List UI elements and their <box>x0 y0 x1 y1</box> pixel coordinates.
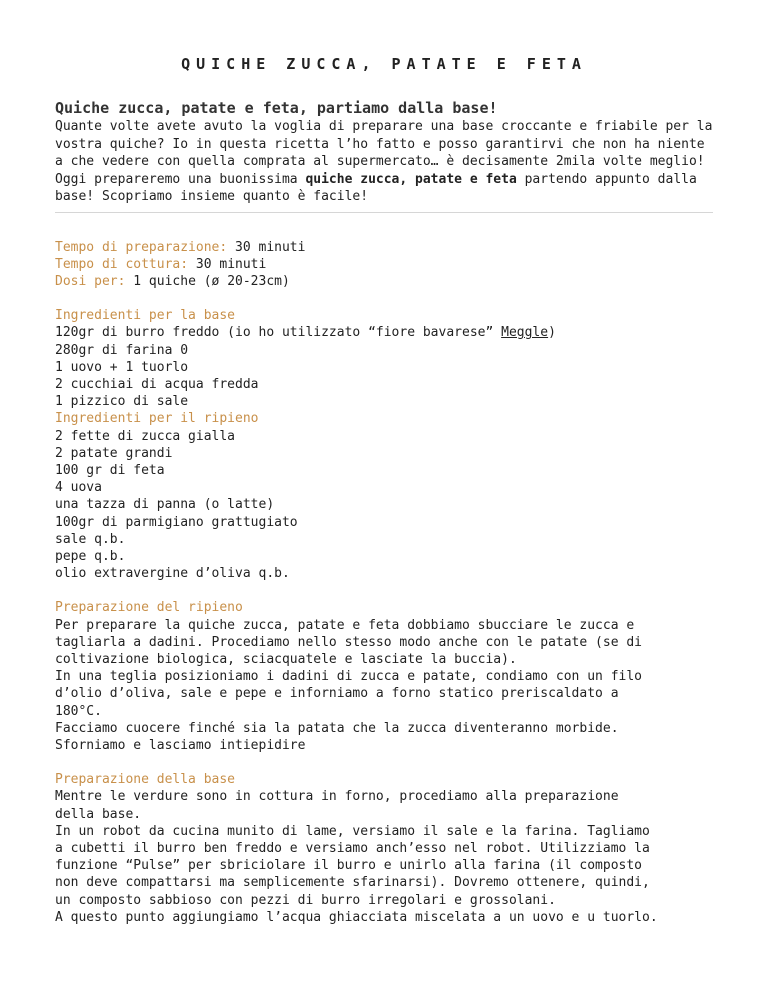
ingredient-item: 100 gr di feta <box>55 462 165 478</box>
ingredient-item: una tazza di panna (o latte) <box>55 497 275 513</box>
servings-value: 1 quiche (ø 20-23cm) <box>125 273 290 289</box>
intro-bold-text: quiche zucca, patate e feta <box>305 171 517 187</box>
instruction-line: In una teglia posizioniamo i dadini di zucca e patate, condiamo con un filo <box>55 669 642 685</box>
ingredient-item: 1 uovo + 1 tuorlo <box>55 359 189 375</box>
intro-paragraph <box>55 118 713 206</box>
prep-time-label: Tempo di preparazione: <box>55 239 228 255</box>
ingredient-text-end: ) <box>548 325 556 341</box>
ingredient-item: 2 fette di zucca gialla <box>55 428 236 444</box>
filling-preparation-heading: Preparazione del ripieno <box>55 600 243 616</box>
intro-text-2: partendo appunto dalla base! Scopriamo insieme quanto è facile! <box>55 171 697 204</box>
instruction-line: Sforniamo e lasciamo intiepidire <box>55 737 306 753</box>
ingredient-item: 1 pizzico di sale <box>55 394 189 410</box>
intro-text-1: Quante volte avete avuto la voglia di preparare una base croccante e friabile per la vostra quiche? Io in questa ricetta l’ho fatto e posso garantirvi che non ha niente a che vedere con quella comprata al supermercato… è decisamente 2mila volte meglio! Oggi prepareremo una buonissima <box>55 119 713 187</box>
base-preparation-section <box>55 771 713 926</box>
prep-time-row <box>55 239 713 256</box>
section-subtitle: Quiche zucca, patate e feta, partiamo dalla base! <box>55 99 498 117</box>
ingredient-text: 120gr di burro freddo (io ho utilizzato “fiore bavarese” <box>55 325 502 341</box>
ingredient-item: sale q.b. <box>55 531 126 547</box>
servings-row <box>55 273 713 290</box>
filling-preparation-section <box>55 599 713 754</box>
instruction-line: funzione “Pulse” per sbriciolare il burro e unirlo alla farina (il composto <box>55 858 642 874</box>
ingredient-item: 2 cucchiai di acqua fredda <box>55 376 259 392</box>
instruction-line: 180°C. <box>55 703 102 719</box>
cook-time-label: Tempo di cottura: <box>55 256 189 272</box>
ingredient-item: 100gr di parmigiano grattugiato <box>55 514 298 530</box>
instruction-line: Per preparare la quiche zucca, patate e feta dobbiamo sbucciare le zucca e <box>55 617 635 633</box>
cook-time-value: 30 minuti <box>188 256 267 272</box>
base-ingredients-heading: Ingredienti per la base <box>55 308 236 324</box>
ingredients-section <box>55 307 713 582</box>
filling-ingredients-heading: Ingredienti per il ripieno <box>55 411 259 427</box>
prep-time-value: 30 minuti <box>227 239 306 255</box>
instruction-line: d’olio d’oliva, sale e pepe e inforniamo a forno statico preriscaldato a <box>55 686 619 702</box>
meggle-link[interactable]: Meggle <box>501 325 549 341</box>
ingredient-item: 2 patate grandi <box>55 445 173 461</box>
instruction-line: tagliarla a dadini. Procediamo nello stesso modo anche con le patate (se di <box>55 634 642 650</box>
instruction-line: un composto sabbioso con pezzi di burro irregolari e grossolani. <box>55 892 556 908</box>
cook-time-row <box>55 256 713 273</box>
servings-label: Dosi per: <box>55 273 126 289</box>
divider <box>55 212 713 213</box>
instruction-line: non deve compattarsi ma semplicemente sfarinarsi). Dovremo ottenere, quindi, <box>55 875 650 891</box>
instruction-line: Facciamo cuocere finché sia la patata che la zucca diventeranno morbide. <box>55 720 619 736</box>
recipe-title: QUICHE ZUCCA, PATATE E FETA <box>181 55 587 73</box>
ingredient-item: olio extravergine d’oliva q.b. <box>55 566 290 582</box>
instruction-line: della base. <box>55 806 142 822</box>
ingredient-item: pepe q.b. <box>55 548 126 564</box>
instruction-line: In un robot da cucina munito di lame, versiamo il sale e la farina. Tagliamo <box>55 823 650 839</box>
instruction-line: Mentre le verdure sono in cottura in forno, procediamo alla preparazione <box>55 789 619 805</box>
instruction-line: a cubetti il burro ben freddo e versiamo anch’esso nel robot. Utilizziamo la <box>55 841 650 856</box>
recipe-meta <box>55 239 713 291</box>
ingredient-item <box>55 324 713 341</box>
ingredient-item: 280gr di farina 0 <box>55 342 189 358</box>
base-preparation-heading: Preparazione della base <box>55 772 236 788</box>
instruction-line: coltivazione biologica, sciacquatele e lasciate la buccia). <box>55 651 517 667</box>
instruction-line: A questo punto aggiungiamo l’acqua ghiacciata miscelata a un uovo e u tuorlo. <box>55 909 658 925</box>
ingredient-item: 4 uova <box>55 480 102 496</box>
